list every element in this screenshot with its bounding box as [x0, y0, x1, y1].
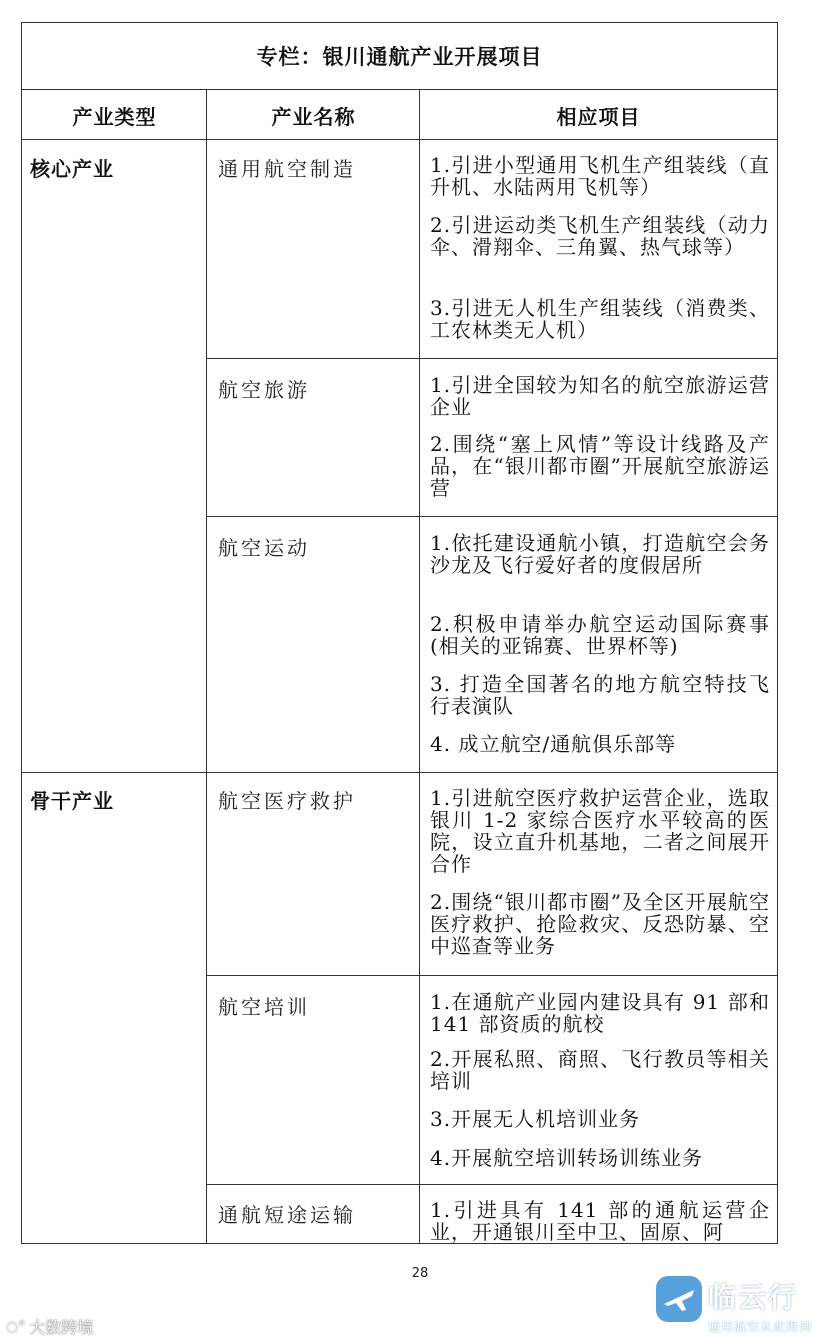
row-divider: [206, 516, 777, 517]
industry-name: 航空运动: [218, 536, 310, 560]
project-item: 4. 成立航空/通航俱乐部等: [430, 732, 677, 756]
watermark-left-text: 大数跨境: [29, 1318, 94, 1337]
project-item: 2.引进运动类飞机生产组装线（动力伞、滑翔伞、三角翼、热气球等）: [430, 213, 770, 259]
project-item: 3.引进无人机生产组装线（消费类、工农林类无人机）: [430, 296, 770, 342]
project-item: 3. 打造全国著名的地方航空特技飞行表演队: [430, 672, 770, 718]
industry-name: 通航短途运输: [218, 1203, 356, 1227]
project-table: [21, 22, 778, 1244]
table-title: 专栏：银川通航产业开展项目: [22, 23, 777, 90]
project-item: 1.引进航空医疗救护运营企业，选取银川 1-2 家综合医疗水平较高的医院，设立直升机基地，二者之间展开合作: [430, 786, 770, 876]
header-projects: 相应项目: [556, 104, 641, 129]
project-item: 1.在通航产业园内建设具有 91 部和 141 部资质的航校: [430, 990, 770, 1036]
row-divider: [206, 358, 777, 359]
project-item: 1.依托建设通航小镇，打造航空会务沙龙及飞行爱好者的度假居所: [430, 531, 770, 577]
industry-type-core: 核心产业: [30, 157, 114, 181]
industry-type-backbone: 骨干产业: [30, 789, 114, 813]
project-item: 2.开展私照、商照、飞行教员等相关培训: [430, 1047, 770, 1093]
col-divider-1: [206, 90, 207, 1243]
header-divider: [22, 139, 777, 140]
group-divider: [22, 772, 777, 773]
project-item: 1.引进小型通用飞机生产组装线（直升机、水陆两用飞机等）: [430, 153, 770, 199]
header-name: 产业名称: [271, 104, 356, 129]
project-item: 1.引进全国较为知名的航空旅游运营企业: [430, 373, 770, 419]
project-item: 2.围绕“塞上风情”等设计线路及产品，在“银川都市圈”开展航空旅游运营: [430, 432, 770, 500]
industry-name: 航空旅游: [218, 378, 310, 402]
wechat-watermark-icon: ◌°: [6, 1318, 26, 1335]
watermark-left: [6, 1315, 93, 1338]
industry-name: 航空培训: [218, 995, 310, 1019]
project-item: 4.开展航空培训转场训练业务: [430, 1146, 704, 1170]
watermark-logo: [654, 1270, 834, 1340]
project-item: 3.开展无人机培训业务: [430, 1107, 641, 1131]
airplane-logo-icon: [654, 1274, 706, 1326]
col-divider-2: [419, 90, 420, 1243]
watermark-brand: 临云行: [708, 1281, 799, 1314]
row-divider: [206, 975, 777, 976]
row-divider: [206, 1184, 777, 1185]
header-type: 产业类型: [72, 104, 157, 129]
industry-name: 航空医疗救护: [218, 789, 356, 813]
page-number: 28: [411, 1266, 429, 1281]
watermark-slogan: 通用航空从此得到: [708, 1320, 813, 1334]
industry-name: 通用航空制造: [218, 157, 356, 181]
project-item: 1.引进具有 141 部的通航运营企业，开通银川至中卫、固原、阿: [430, 1198, 770, 1244]
project-item: 2.围绕“银川都市圈”及全区开展航空医疗救护、抢险救灾、反恐防暴、空中巡查等业务: [430, 890, 770, 958]
project-item: 2.积极申请举办航空运动国际赛事(相关的亚锦赛、世界杯等): [430, 612, 770, 658]
